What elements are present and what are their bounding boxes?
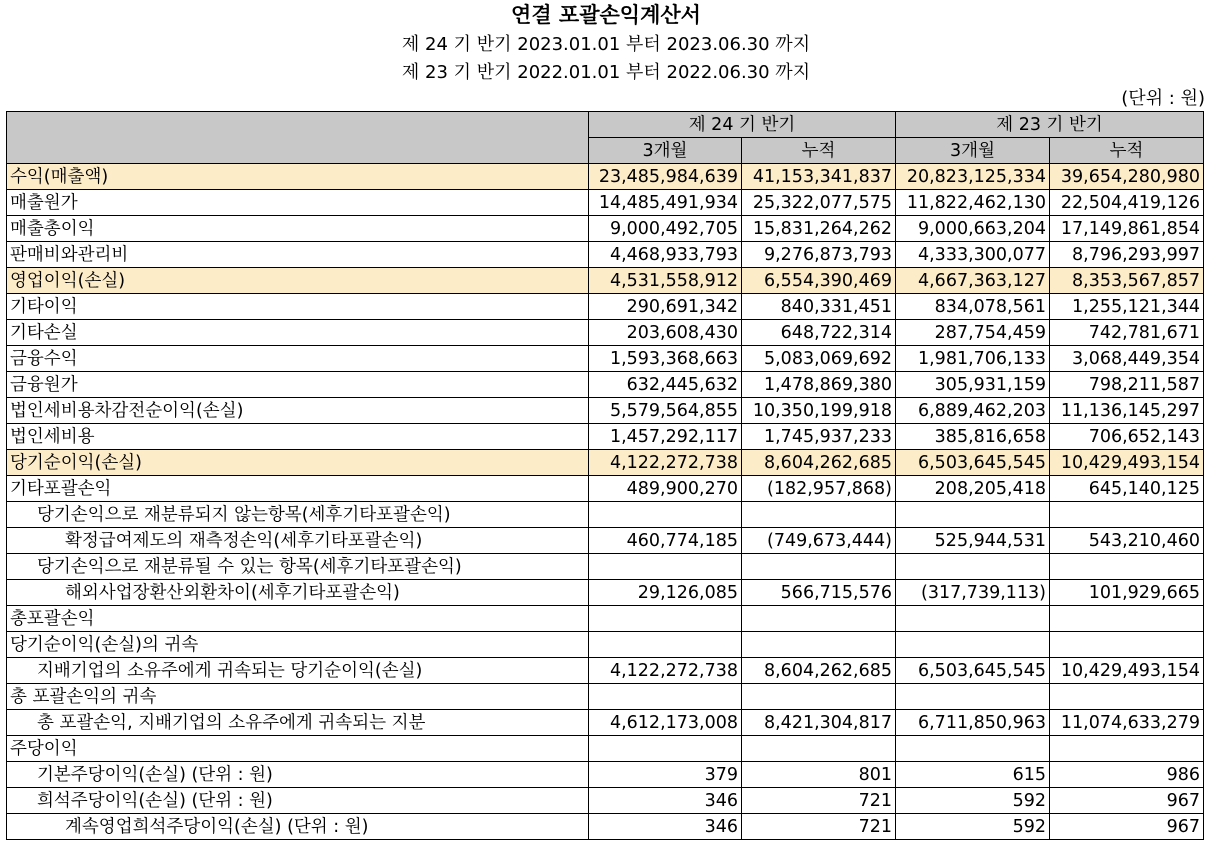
value-cell: 208,205,418: [896, 476, 1050, 502]
value-cell: 6,711,850,963: [896, 710, 1050, 736]
value-cell: 1,593,368,663: [589, 346, 742, 372]
table-row: [7, 242, 1204, 268]
row-label: 희석주당이익(손실) (단위 : 원): [7, 788, 589, 814]
row-label: 기타포괄손익: [7, 476, 589, 502]
value-cell: 967: [1050, 788, 1204, 814]
value-cell: 543,210,460: [1050, 528, 1204, 554]
value-cell: 1,255,121,344: [1050, 294, 1204, 320]
value-cell: (749,673,444): [742, 528, 896, 554]
value-cell: 6,554,390,469: [742, 268, 896, 294]
value-cell: 1,457,292,117: [589, 424, 742, 450]
value-cell: 986: [1050, 762, 1204, 788]
value-cell: 346: [589, 814, 742, 840]
value-cell: 29,126,085: [589, 580, 742, 606]
value-cell: [896, 632, 1050, 658]
value-cell: 801: [742, 762, 896, 788]
value-cell: 20,823,125,334: [896, 164, 1050, 190]
sub-header-current-cum: 누적: [742, 138, 896, 164]
value-cell: [896, 606, 1050, 632]
table-row: [7, 476, 1204, 502]
value-cell: [742, 502, 896, 528]
value-cell: 287,754,459: [896, 320, 1050, 346]
value-cell: [1050, 684, 1204, 710]
value-cell: [896, 736, 1050, 762]
row-label: 지배기업의 소유주에게 귀속되는 당기순이익(손실): [7, 658, 589, 684]
value-cell: 9,000,663,204: [896, 216, 1050, 242]
value-cell: 6,503,645,545: [896, 658, 1050, 684]
value-cell: [589, 502, 742, 528]
value-cell: 4,612,173,008: [589, 710, 742, 736]
value-cell: 14,485,491,934: [589, 190, 742, 216]
row-label: 기타이익: [7, 294, 589, 320]
row-label: 당기손익으로 재분류될 수 있는 항목(세후기타포괄손익): [7, 554, 589, 580]
row-label: 확정급여제도의 재측정손익(세후기타포괄손익): [7, 528, 589, 554]
value-cell: 8,796,293,997: [1050, 242, 1204, 268]
value-cell: 10,350,199,918: [742, 398, 896, 424]
row-label: 법인세비용: [7, 424, 589, 450]
value-cell: [1050, 554, 1204, 580]
value-cell: 346: [589, 788, 742, 814]
table-row: [7, 216, 1204, 242]
table-row: [7, 554, 1204, 580]
value-cell: 6,503,645,545: [896, 450, 1050, 476]
value-cell: 8,604,262,685: [742, 450, 896, 476]
value-cell: [1050, 632, 1204, 658]
row-label: 당기손익으로 재분류되지 않는항목(세후기타포괄손익): [7, 502, 589, 528]
sub-header-current-3m: 3개월: [589, 138, 742, 164]
value-cell: 1,981,706,133: [896, 346, 1050, 372]
label-column-header: [7, 112, 589, 164]
row-label: 수익(매출액): [7, 164, 589, 190]
value-cell: 840,331,451: [742, 294, 896, 320]
table-row: [7, 658, 1204, 684]
value-cell: 10,429,493,154: [1050, 450, 1204, 476]
table-row: [7, 606, 1204, 632]
table-row: [7, 528, 1204, 554]
value-cell: 23,485,984,639: [589, 164, 742, 190]
value-cell: [1050, 502, 1204, 528]
table-row: [7, 736, 1204, 762]
value-cell: 385,816,658: [896, 424, 1050, 450]
value-cell: 4,122,272,738: [589, 658, 742, 684]
value-cell: [742, 554, 896, 580]
row-label: 판매비와관리비: [7, 242, 589, 268]
value-cell: 290,691,342: [589, 294, 742, 320]
value-cell: 1,745,937,233: [742, 424, 896, 450]
table-body: [7, 164, 1204, 840]
table-row: [7, 502, 1204, 528]
value-cell: [1050, 606, 1204, 632]
table-row: [7, 190, 1204, 216]
value-cell: 203,608,430: [589, 320, 742, 346]
statement-title: 연결 포괄손익계산서: [511, 3, 701, 27]
table-row: [7, 268, 1204, 294]
value-cell: (182,957,868): [742, 476, 896, 502]
value-cell: 9,000,492,705: [589, 216, 742, 242]
value-cell: [896, 502, 1050, 528]
value-cell: 1,478,869,380: [742, 372, 896, 398]
group-header-current: 제 24 기 반기: [589, 112, 896, 138]
table-row: [7, 164, 1204, 190]
value-cell: 4,468,933,793: [589, 242, 742, 268]
value-cell: 721: [742, 814, 896, 840]
value-cell: 489,900,270: [589, 476, 742, 502]
row-label: 금융수익: [7, 346, 589, 372]
table-row: [7, 632, 1204, 658]
value-cell: 11,136,145,297: [1050, 398, 1204, 424]
income-statement-table: [6, 111, 1204, 840]
value-cell: 379: [589, 762, 742, 788]
value-cell: 4,667,363,127: [896, 268, 1050, 294]
group-header-previous: 제 23 기 반기: [896, 112, 1204, 138]
table-row: [7, 684, 1204, 710]
value-cell: 798,211,587: [1050, 372, 1204, 398]
value-cell: 632,445,632: [589, 372, 742, 398]
value-cell: 834,078,561: [896, 294, 1050, 320]
row-label: 주당이익: [7, 736, 589, 762]
table-row: [7, 320, 1204, 346]
sub-header-previous-cum: 누적: [1050, 138, 1204, 164]
row-label: 영업이익(손실): [7, 268, 589, 294]
row-label: 기타손실: [7, 320, 589, 346]
value-cell: 592: [896, 788, 1050, 814]
value-cell: 742,781,671: [1050, 320, 1204, 346]
value-cell: 967: [1050, 814, 1204, 840]
table-row: [7, 398, 1204, 424]
value-cell: 8,421,304,817: [742, 710, 896, 736]
value-cell: [742, 736, 896, 762]
value-cell: 4,333,300,077: [896, 242, 1050, 268]
value-cell: 721: [742, 788, 896, 814]
value-cell: [589, 684, 742, 710]
value-cell: 648,722,314: [742, 320, 896, 346]
value-cell: [589, 606, 742, 632]
value-cell: 39,654,280,980: [1050, 164, 1204, 190]
row-label: 총 포괄손익의 귀속: [7, 684, 589, 710]
row-label: 총포괄손익: [7, 606, 589, 632]
row-label: 해외사업장환산외환차이(세후기타포괄손익): [7, 580, 589, 606]
row-label: 매출원가: [7, 190, 589, 216]
period-current: 제 24 기 반기 2023.01.01 부터 2023.06.30 까지: [401, 34, 811, 55]
value-cell: 525,944,531: [896, 528, 1050, 554]
value-cell: 5,579,564,855: [589, 398, 742, 424]
value-cell: [896, 554, 1050, 580]
value-cell: 706,652,143: [1050, 424, 1204, 450]
value-cell: 3,068,449,354: [1050, 346, 1204, 372]
value-cell: 17,149,861,854: [1050, 216, 1204, 242]
value-cell: 11,074,633,279: [1050, 710, 1204, 736]
unit-label: (단위 : 원): [1121, 88, 1205, 109]
value-cell: 592: [896, 814, 1050, 840]
value-cell: 25,322,077,575: [742, 190, 896, 216]
table-row: [7, 814, 1204, 840]
value-cell: [1050, 736, 1204, 762]
sub-header-previous-3m: 3개월: [896, 138, 1050, 164]
value-cell: 9,276,873,793: [742, 242, 896, 268]
row-label: 기본주당이익(손실) (단위 : 원): [7, 762, 589, 788]
value-cell: 8,353,567,857: [1050, 268, 1204, 294]
value-cell: 460,774,185: [589, 528, 742, 554]
value-cell: [742, 632, 896, 658]
table-row: [7, 450, 1204, 476]
table-row: [7, 710, 1204, 736]
value-cell: 15,831,264,262: [742, 216, 896, 242]
row-label: 계속영업희석주당이익(손실) (단위 : 원): [7, 814, 589, 840]
value-cell: [742, 684, 896, 710]
value-cell: (317,739,113): [896, 580, 1050, 606]
value-cell: 10,429,493,154: [1050, 658, 1204, 684]
value-cell: 101,929,665: [1050, 580, 1204, 606]
value-cell: 5,083,069,692: [742, 346, 896, 372]
value-cell: 566,715,576: [742, 580, 896, 606]
period-previous: 제 23 기 반기 2022.01.01 부터 2022.06.30 까지: [401, 62, 811, 83]
table-row: [7, 762, 1204, 788]
table-row: [7, 372, 1204, 398]
value-cell: 305,931,159: [896, 372, 1050, 398]
value-cell: [589, 632, 742, 658]
value-cell: 645,140,125: [1050, 476, 1204, 502]
row-label: 매출총이익: [7, 216, 589, 242]
row-label: 법인세비용차감전순이익(손실): [7, 398, 589, 424]
row-label: 총 포괄손익, 지배기업의 소유주에게 귀속되는 지분: [7, 710, 589, 736]
value-cell: 615: [896, 762, 1050, 788]
row-label: 금융원가: [7, 372, 589, 398]
table-row: [7, 294, 1204, 320]
value-cell: 4,531,558,912: [589, 268, 742, 294]
value-cell: 22,504,419,126: [1050, 190, 1204, 216]
value-cell: 41,153,341,837: [742, 164, 896, 190]
table-row: [7, 346, 1204, 372]
value-cell: [896, 684, 1050, 710]
row-label: 당기순이익(손실): [7, 450, 589, 476]
value-cell: [589, 554, 742, 580]
table-row: [7, 788, 1204, 814]
table-row: [7, 424, 1204, 450]
value-cell: 8,604,262,685: [742, 658, 896, 684]
value-cell: [742, 606, 896, 632]
value-cell: 11,822,462,130: [896, 190, 1050, 216]
value-cell: 6,889,462,203: [896, 398, 1050, 424]
table-row: [7, 580, 1204, 606]
value-cell: [589, 736, 742, 762]
row-label: 당기순이익(손실)의 귀속: [7, 632, 589, 658]
value-cell: 4,122,272,738: [589, 450, 742, 476]
